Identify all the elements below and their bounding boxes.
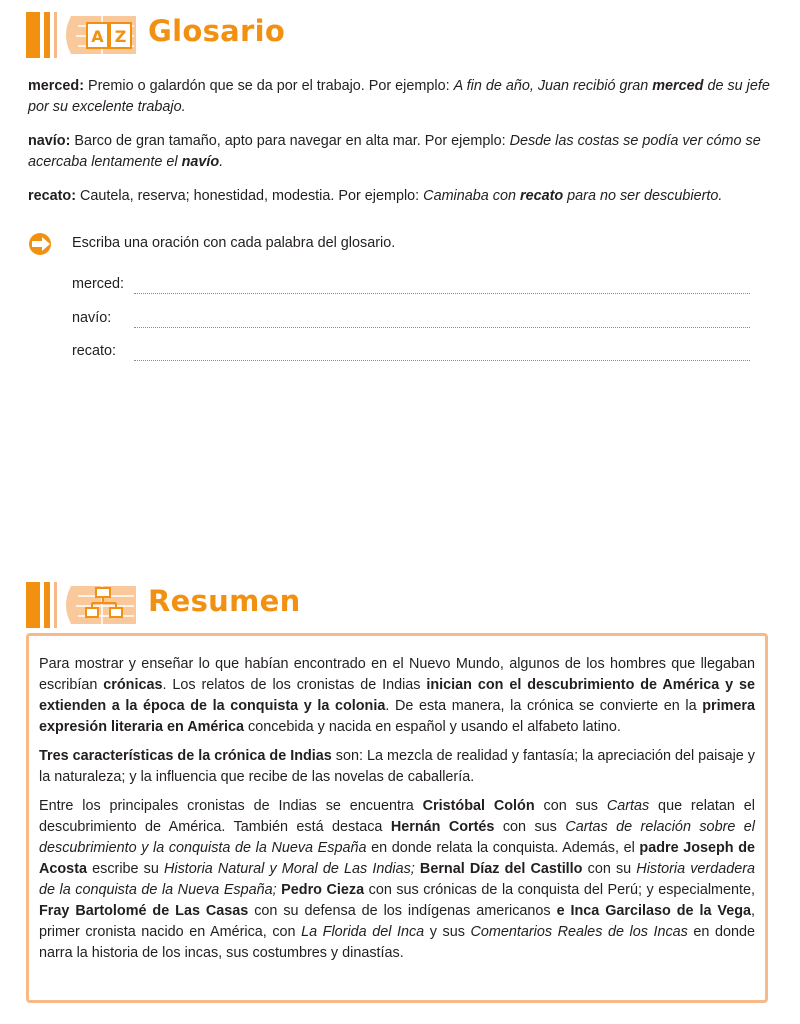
text: son: La mezcla de realidad y fantasía; la apreciación del paisaje y la naturaleza; y la influencia que recibe de las novelas de caballería. [39, 748, 755, 785]
example-keyword: navío [181, 154, 220, 170]
answer-label: navío: [72, 310, 117, 326]
answer-blank[interactable] [134, 293, 750, 294]
glossary-az-icon [26, 12, 138, 58]
italic-text: Comentarios Reales de los Incas [470, 924, 688, 940]
text: , primer cronista nacido en América, con [39, 903, 756, 940]
text: con sus [534, 798, 607, 814]
glossary-entry-merced [28, 76, 772, 118]
glosario-title: Glosario [148, 14, 286, 48]
summary-diagram-icon [26, 582, 138, 628]
example-keyword: merced [652, 78, 704, 94]
answer-label: recato: [72, 343, 122, 359]
bold-text: inician con el descubrimiento de América y se extienden a la época de la conquista y la colonia [39, 677, 755, 714]
term: navío: [28, 133, 71, 149]
text: y sus [424, 924, 471, 940]
text: que relatan el descubrimiento de América. También está destaca [39, 798, 755, 835]
text: con su defensa de los indígenas americanos [248, 903, 557, 919]
italic-text: Cartas de relación sobre el descubrimiento y la conquista de la Nueva España [39, 819, 755, 856]
answer-line-navio[interactable] [72, 310, 750, 330]
text: concebida y nacida en español y usando el alfabeto latino. [244, 719, 621, 735]
text: con sus crónicas de la conquista del Perú; y especialmente, [364, 882, 756, 898]
example-text: Caminaba con [423, 188, 520, 204]
instruction-text: Escriba una oración con cada palabra del glosario. [72, 235, 396, 251]
bold-text: crónicas [103, 677, 163, 693]
text: en donde narra la historia de los incas, sus costumbres y dinastías. [39, 924, 755, 961]
bold-text: primera expresión literaria en América [39, 698, 755, 735]
definition: Cautela, reserva; honestidad, modestia. Por ejemplo: [76, 188, 424, 204]
definition: Premio o galardón que se da por el trabajo. Por ejemplo: [84, 78, 454, 94]
example [423, 188, 722, 204]
answer-label: merced: [72, 276, 130, 292]
text: con sus [494, 819, 566, 835]
text: Entre los principales cronistas de Indias se encuentra [39, 798, 423, 814]
arrow-right-icon [28, 232, 56, 256]
example-text: . [219, 154, 224, 170]
bold-text: Hernán Cortés [390, 819, 495, 835]
definition: Barco de gran tamaño, apto para navegar en alta mar. Por ejemplo: [70, 133, 510, 149]
summary-paragraph-1 [39, 654, 755, 738]
bold-text: Tres características de la crónica de Indias [39, 748, 332, 764]
bold-text: Cristóbal Colón [422, 798, 535, 814]
italic-text: Historia verdadera de la conquista de la Nueva España; [39, 861, 756, 898]
italic-text: Cartas [606, 798, 650, 814]
bold-text: e Inca Garcilaso de la Vega [556, 903, 752, 919]
example-text: A fin de año, Juan recibió gran [453, 78, 653, 94]
bold-text: Pedro Cieza [281, 882, 365, 898]
exercise-instruction [28, 232, 772, 260]
text: . Los relatos de los cronistas de Indias [162, 677, 427, 693]
term: merced: [28, 78, 84, 94]
answer-line-recato[interactable] [72, 343, 750, 363]
example-text: Desde las costas se podía ver cómo se acercaba lentamente el [28, 133, 761, 170]
icon-letter-z: Z [114, 27, 127, 46]
bold-text: Fray Bartolomé de Las Casas [39, 903, 249, 919]
summary-paragraph-3 [39, 796, 755, 964]
text: escribe su [87, 861, 164, 877]
resumen-header [26, 582, 326, 628]
example-keyword: recato [519, 188, 564, 204]
icon-letter-a: A [91, 27, 104, 46]
example-text: para no ser descubierto. [563, 188, 723, 204]
text: con su [582, 861, 637, 877]
glossary-list [28, 76, 772, 220]
glossary-entry-recato [28, 186, 772, 207]
summary-box [26, 633, 768, 1003]
answer-line-merced[interactable] [72, 276, 750, 296]
answer-blank[interactable] [134, 327, 750, 328]
summary-paragraph-2 [39, 746, 755, 788]
answer-blank[interactable] [134, 360, 750, 361]
glossary-entry-navio [28, 131, 772, 173]
italic-text: Historia Natural y Moral de Las Indias; [164, 861, 415, 877]
bold-text: Bernal Díaz del Castillo [419, 861, 583, 877]
text: . De esta manera, la crónica se convierte en la [385, 698, 703, 714]
glosario-header [26, 12, 326, 58]
example-text: de su jefe por su excelente trabajo. [28, 78, 770, 115]
italic-text: La Florida del Inca [301, 924, 425, 940]
text: en donde relata la conquista. Además, el [366, 840, 640, 856]
resumen-title: Resumen [148, 584, 301, 618]
text: Para mostrar y enseñar lo que habían encontrado en el Nuevo Mundo, algunos de los hombres que llegaban escribían [39, 656, 755, 693]
term: recato: [28, 188, 76, 204]
bold-text: padre Joseph de Acosta [39, 840, 755, 877]
